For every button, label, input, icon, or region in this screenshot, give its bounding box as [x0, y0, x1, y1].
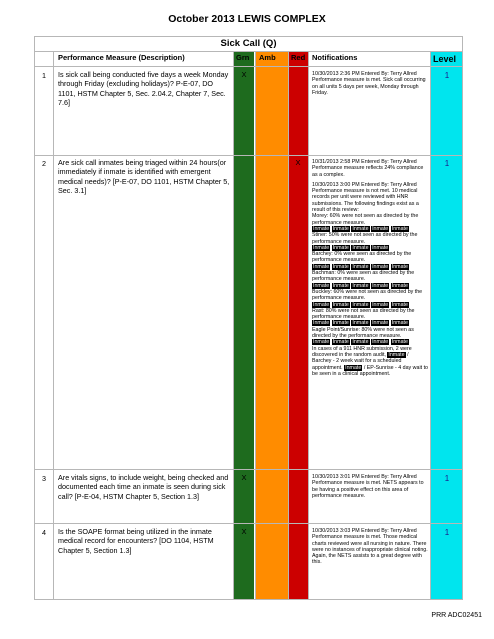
redaction: Inmate: [345, 364, 362, 371]
divider: [430, 52, 431, 599]
redaction: Inmate: [372, 263, 389, 270]
notification: 10/30/2013 3:03 PM Entered By: Terry Allred Performance measure is met. Those medical charts reviewed were all nursing in nature. There were no instances of inappropriate clinical noting. Again, the NETS assists to a great degree with this.: [312, 528, 428, 566]
redaction: Inmate: [332, 339, 349, 346]
row-number: 3: [42, 474, 46, 483]
redaction: Inmate: [391, 339, 408, 346]
row-number: 4: [42, 528, 46, 537]
redaction: Inmate: [388, 351, 405, 358]
redaction: Inmate: [352, 320, 369, 327]
notification: 10/30/2013 2:36 PM Entered By: Terry Allred Performance measure is met. Sick call occurring on all units 5 days per week, Monday through Friday.: [312, 71, 426, 96]
red-column: [289, 52, 308, 599]
redaction: Inmate: [391, 225, 408, 232]
redaction: Inmate: [332, 320, 349, 327]
redaction: Inmate: [391, 263, 408, 270]
performance-measure: Is sick call being conducted five days a week Monday through Friday (excluding holidays)? P-E-07, DO 1101, HSTM Chapter 5, Sec. 2.04.2, Chapter 7, Sec. 7.6]: [58, 70, 229, 108]
header-green: Grn: [236, 53, 250, 62]
amber-column: [256, 52, 288, 599]
redaction: Inmate: [332, 225, 349, 232]
performance-measure: Is the SOAPE format being utilized in the inmate medical record for encounters? [DO 1104, HSTM Chapter 5, Section 1.3]: [58, 527, 214, 555]
divider: [288, 52, 289, 599]
redaction: Inmate: [372, 244, 389, 251]
redaction: Inmate: [332, 301, 349, 308]
header-red: Red: [291, 53, 306, 62]
divider: [233, 52, 234, 599]
redaction: Inmate: [332, 244, 349, 251]
redaction: Inmate: [313, 263, 330, 270]
redaction: Inmate: [313, 282, 330, 289]
red-mark: X: [295, 158, 301, 167]
header-level: Level: [433, 54, 457, 64]
performance-measure: Are vitals signs, to include weight, being checked and documented each time an inmate is seen during sick call? [P-E-04, HSTM Chapter 5, Section 1.3]: [58, 473, 229, 501]
header-amber: Amb: [259, 53, 276, 62]
page-footer: PRR ADC02451: [431, 612, 482, 619]
green-mark: X: [241, 70, 247, 79]
redaction: Inmate: [372, 301, 389, 308]
redaction: Inmate: [352, 263, 369, 270]
level-value: 1: [444, 528, 450, 537]
redaction: Inmate: [372, 320, 389, 327]
row-divider: [35, 523, 462, 524]
redaction: Inmate: [372, 282, 389, 289]
level-value: 1: [444, 159, 450, 168]
redaction: Inmate: [313, 225, 330, 232]
divider: [308, 52, 309, 599]
divider: [53, 52, 54, 599]
redaction: Inmate: [313, 301, 330, 308]
performance-measure: Are sick call inmates being triaged within 24 hours(or immediately if inmate is identified with emergent medical needs)? [P-E-07, DO 1101, HSTM Chapter 5, Sec. 3.1]: [58, 158, 230, 196]
notification: 10/31/2013 2:58 PM Entered By: Terry Allred Performance measure reflects 24% compliance as a complex. 10/30/2013 3:00 PM Entered By: Terry Allred Performance measure is not met. 10 medical records per unit were reviewed with HNR submissions. The following findings exist as a result of this review: Morey: 60% were not seen as directed by the performance measure. Inmate Inmate Inmate Inmate Inmate Stiner: 50% were not seen as directed by the performance measure. Inmate Inmate Inmate Inmate Barchey: 0% were seen as directed by the performance measure. Inmate Inmate Inmate Inmate Inmate Bachman: 0% were seen as directed by the performance measure. Inmate Inmate Inmate Inmate Inmate Buckley: 60% were not seen as directed by the performance measure. Inmate Inmate Inmate Inmate Inmate Rast: 80% were not seen as directed by the performance measure. Inmate Inmate Inmate Inmate Inmate Eagle Point/Sunrise: 80% were not seen as directed by the performance measure. Inmate Inmate Inmate Inmate Inmate In cases of a 911 HNR submission, 2 were discovered in the random audit, Inmate / Barchey - 2 week wait for a scheduled appointment. Inmate / EP-Sunrise - 4 day wait to be seen in a clinical appointment.: [312, 159, 428, 377]
redaction: Inmate: [372, 225, 389, 232]
section-title: Sick Call (Q): [35, 37, 462, 52]
report-table: [34, 36, 463, 600]
row-divider: [35, 469, 462, 470]
row-number: 2: [42, 159, 46, 168]
redaction: Inmate: [352, 244, 369, 251]
redaction: Inmate: [391, 282, 408, 289]
row-divider: [35, 155, 462, 156]
level-value: 1: [444, 474, 450, 483]
level-column: [431, 52, 462, 599]
redaction: Inmate: [332, 282, 349, 289]
redaction: Inmate: [313, 244, 330, 251]
row-number: 1: [42, 71, 46, 80]
redaction: Inmate: [391, 320, 408, 327]
green-mark: X: [241, 473, 247, 482]
header-performance-measure: Performance Measure (Description): [58, 53, 185, 62]
redaction: Inmate: [391, 301, 408, 308]
redaction: Inmate: [352, 301, 369, 308]
green-mark: X: [241, 527, 247, 536]
document-title: October 2013 LEWIS COMPLEX: [168, 13, 326, 25]
row-divider: [35, 66, 462, 67]
notification: 10/30/2013 3:01 PM Entered By: Terry Allred Performance measure is met. NETS appears to be having a positive effect on this area of performance measure.: [312, 474, 424, 499]
level-value: 1: [444, 71, 450, 80]
redaction: Inmate: [352, 225, 369, 232]
redaction: Inmate: [313, 339, 330, 346]
redaction: Inmate: [352, 282, 369, 289]
redaction: Inmate: [372, 339, 389, 346]
redaction: Inmate: [352, 339, 369, 346]
divider: [255, 52, 256, 599]
redaction: Inmate: [332, 263, 349, 270]
redaction: Inmate: [313, 320, 330, 327]
green-column: [234, 52, 254, 599]
header-notifications: Notifications: [312, 53, 358, 62]
